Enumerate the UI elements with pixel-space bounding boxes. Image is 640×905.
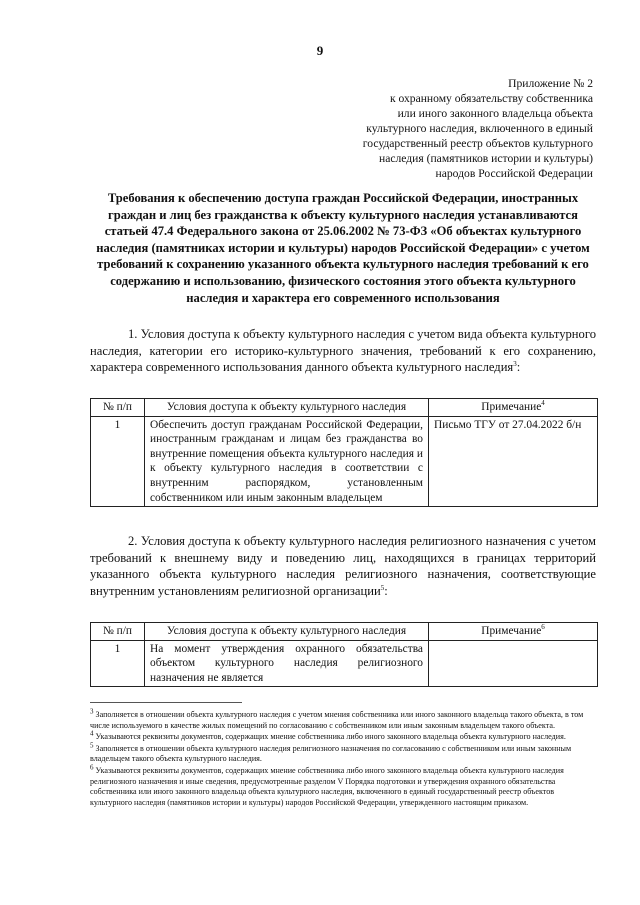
footnote-4 xyxy=(90,729,598,743)
section-2-colon: : xyxy=(384,583,388,598)
row-condition: На момент утверждения охранного обязательства объектом культурного наследия религиозного назначения не является xyxy=(145,640,429,687)
appendix-line: государственный реестр объектов культурного xyxy=(362,137,593,150)
footnote-5 xyxy=(90,741,598,765)
footnote-mark: 6 xyxy=(90,763,94,772)
col-note-label: Примечание xyxy=(481,401,542,413)
appendix-line: народов Российской Федерации xyxy=(435,167,593,180)
table-row xyxy=(91,640,598,687)
section-2-text xyxy=(90,533,596,599)
access-conditions-table-1 xyxy=(90,398,598,507)
row-note xyxy=(429,640,598,687)
section-1-text xyxy=(90,326,596,376)
row-condition: Обеспечить доступ гражданам Российской Федерации, иностранным гражданам и лицам без гражданства во внутренние помещения объекта культурного наследия и к объекту культурного наследия в соответствии с внутренним распорядком, установленным собственником или иным законным владельцем xyxy=(145,416,429,507)
col-note-label: Примечание xyxy=(481,625,542,637)
appendix-line: Приложение № 2 xyxy=(508,77,593,90)
appendix-line: к охранному обязательству собственника xyxy=(389,92,593,105)
page-number: 9 xyxy=(316,43,324,58)
footnote-mark: 4 xyxy=(90,729,94,738)
col-number-header: № п/п xyxy=(91,623,145,641)
footnote-ref-3: 3 xyxy=(513,360,517,368)
section-1-colon: : xyxy=(516,360,521,375)
footnote-text: Заполняется в отношении объекта культурного наследия с учетом мнения собственника или иного законного владельца такого объекта, в том числе используемого в качестве жилых помещений по согласованию с собственником или иным законным владельцем такого объекта. xyxy=(90,710,584,730)
footnote-text: Указываются реквизиты документов, содержащих мнение собственника либо иного законного владельца объекта культурного наследия. xyxy=(93,732,566,742)
row-note: Письмо ТГУ от 27.04.2022 б/н xyxy=(429,416,598,507)
col-condition-header: Условия доступа к объекту культурного наследия xyxy=(145,623,429,641)
appendix-line: наследия (памятников истории и культуры) xyxy=(379,152,593,165)
section-1-body: 1. Условия доступа к объекту культурного наследия с учетом вида объекта культурного наследия, категории его историко-культурного значения, требований к его сохранению, характера современного использования данного объекта культурного наследия xyxy=(90,327,596,375)
section-2-body: 2. Условия доступа к объекту культурного наследия религиозного назначения с учетом требований к внешнему виду и поведению лиц, находящихся в границах территорий указанного объекта культурного наследия религиозного назначения, соответствующие внутренним установлениям религиозной организации xyxy=(90,534,596,598)
appendix-line: культурного наследия, включенного в единый xyxy=(366,122,593,135)
footnote-mark: 3 xyxy=(90,707,94,716)
table-header-row xyxy=(91,399,598,417)
table-row xyxy=(91,416,598,507)
appendix-header xyxy=(313,76,593,181)
footnote-text: Заполняется в отношении объекта культурного наследия религиозного назначения по согласованию с собственником или иным законным владельцем такого объекта культурного наследия. xyxy=(90,743,572,764)
access-conditions-table-2 xyxy=(90,622,598,687)
footnote-mark: 5 xyxy=(90,741,94,750)
footnotes xyxy=(90,707,598,809)
footnote-ref-5: 5 xyxy=(380,583,385,592)
col-note-header xyxy=(429,623,598,641)
col-condition-header: Условия доступа к объекту культурного наследия xyxy=(145,399,429,417)
footnote-ref-6: 6 xyxy=(541,623,545,632)
table-header-row xyxy=(91,623,598,641)
appendix-line: или иного законного владельца объекта xyxy=(397,107,593,120)
footnote-ref-4: 4 xyxy=(541,399,545,408)
footnote-separator xyxy=(90,702,242,703)
document-title: Требования к обеспечению доступа граждан Российской Федерации, иностранных граждан и лиц без гражданства к объекту культурного наследия устанавливаются статьей 47.4 Федерального закона от 25.06.2002 № 73-ФЗ «Об объектах культурного наследия (памятниках истории и культуры) народов Российской Федерации» с учетом требований к сохранению указанного объекта культурного наследия требований к его содержанию и использованию, физического состояния этого объекта культурного наследия и характера его современного использования xyxy=(96,191,590,305)
col-number-header: № п/п xyxy=(91,399,145,417)
footnote-text: Указываются реквизиты документов, содержащих мнение собственника либо иного законного владельца объекта культурного наследия религиозного назначения и иные сведения, предусмотренные разделом V Порядка подготовки и утверждения охранного обязательства собственника или иного законного владельца объекта культурного наследия, включенного в единый государственный реестр объектов культурного наследия (памятников истории и культуры) народов Российской Федерации, утвержденного настоящим приказом. xyxy=(90,765,564,807)
row-number: 1 xyxy=(91,640,145,687)
footnote-3 xyxy=(90,707,598,731)
col-note-header xyxy=(429,399,598,417)
row-number: 1 xyxy=(91,416,145,507)
footnote-6 xyxy=(90,763,598,808)
